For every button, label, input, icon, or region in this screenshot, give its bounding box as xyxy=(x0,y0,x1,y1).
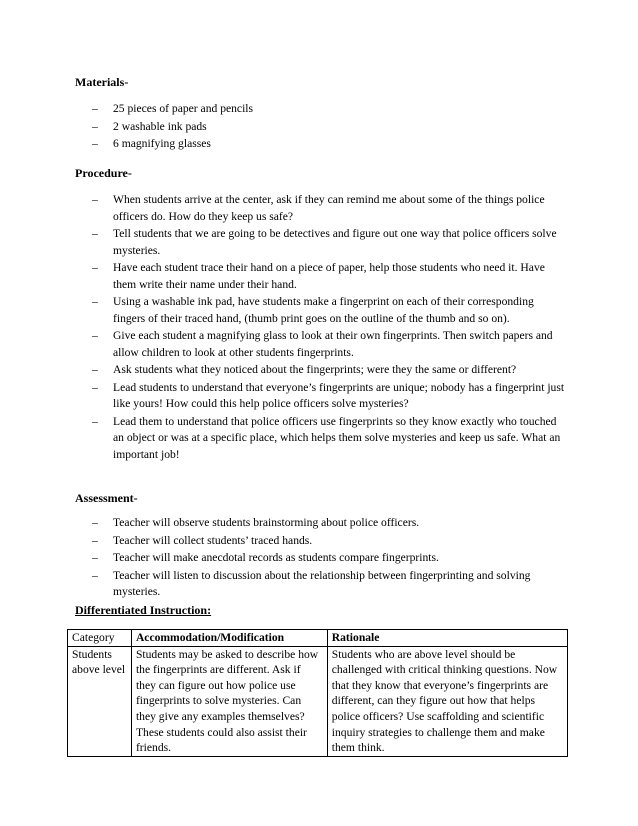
materials-heading: Materials- xyxy=(75,75,129,89)
bullet-dash: – xyxy=(92,137,98,150)
bullet-dash: – xyxy=(92,414,98,428)
bullet-dash: – xyxy=(92,516,98,529)
table-row xyxy=(68,646,568,756)
bullet-dash: – xyxy=(92,261,98,274)
procedure-list xyxy=(0,192,638,464)
list-item: – 2 washable ink pads xyxy=(0,119,638,136)
list-item: – Teacher will make anecdotal records as students compare fingerprints. xyxy=(0,550,638,567)
list-item: – Give each student a magnifying glass to look at their own fingerprints. Then switch papers and allow children to look at other students fingerprints. xyxy=(92,329,553,359)
materials-list xyxy=(0,101,638,154)
bullet-dash: – xyxy=(92,227,98,240)
list-item: – Lead them to understand that police officers use fingerprints so they know exactly who touched an object or was at a specific place, which helps them solve mysteries and keep us safe. What an important job! xyxy=(92,414,561,461)
differentiated-heading: Differentiated Instruction: xyxy=(75,603,212,617)
cell-rationale: Students who are above level should be challenged with critical thinking questions. Now that they know that everyone’s fingerprints are different, can they figure out how that helps police officers? Use scaffolding and scientific inquiry strategies to challenge them and make them think. xyxy=(327,646,567,756)
assessment-heading: Assessment- xyxy=(75,491,138,505)
list-item: – Tell students that we are going to be detectives and figure out one way that police officers solve mysteries. xyxy=(92,227,557,257)
table-header-row xyxy=(68,630,568,647)
cell-category: Students above level xyxy=(68,646,132,756)
list-item: – When students arrive at the center, ask if they can remind me about some of the things police officers do. How do they keep us safe? xyxy=(92,193,545,223)
bullet-dash: – xyxy=(92,533,98,547)
bullet-dash: – xyxy=(92,380,98,394)
list-item: – 25 pieces of paper and pencils xyxy=(0,101,638,118)
bullet-dash: – xyxy=(92,568,98,582)
list-item: – Teacher will collect students’ traced hands. xyxy=(0,533,638,550)
list-item: – Teacher will observe students brainstorming about police officers. xyxy=(0,515,638,532)
bullet-dash: – xyxy=(92,193,98,206)
list-item: – Ask students what they noticed about the fingerprints; were they the same or different? xyxy=(0,362,638,379)
bullet-dash: – xyxy=(92,295,98,308)
bullet-dash: – xyxy=(92,551,98,564)
header-accommodation: Accommodation/Modification xyxy=(131,630,327,647)
list-item: – Using a washable ink pad, have students make a fingerprint on each of their corresponding fingers of their traced hand, (thumb print goes on the outline of the thumb and so on). xyxy=(92,295,534,325)
list-item: – Lead students to understand that everyone’s fingerprints are unique; nobody has a fingerprint just like yours! How could this help police officers solve mysteries? xyxy=(92,380,565,410)
list-item: – Have each student trace their hand on a piece of paper, help those students who need it. Have them write their name under their hand. xyxy=(92,261,545,291)
bullet-dash: – xyxy=(92,363,98,376)
bullet-dash: – xyxy=(92,119,98,133)
differentiated-table xyxy=(67,629,568,757)
bullet-dash: – xyxy=(92,102,98,115)
list-item: – 6 magnifying glasses xyxy=(0,136,638,153)
bullet-dash: – xyxy=(92,329,98,342)
cell-accommodation: Students may be asked to describe how the fingerprints are different. Ask if they can figure out how police use fingerprints to solve mysteries. Can they give any examples themselves? These students could also assist their friends. xyxy=(131,646,327,756)
procedure-heading: Procedure- xyxy=(75,166,132,180)
list-item: – Teacher will listen to discussion about the relationship between fingerprinting and solving mysteries. xyxy=(92,568,531,598)
header-rationale: Rationale xyxy=(327,630,567,647)
assessment-list xyxy=(0,515,638,602)
header-category: Category xyxy=(68,630,132,647)
